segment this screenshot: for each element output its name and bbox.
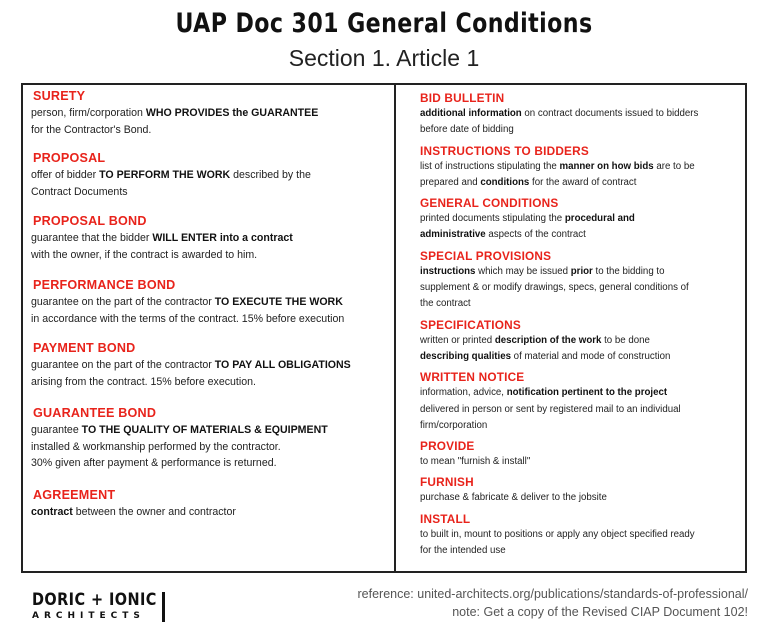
definition-emphasis: description of the work [494, 334, 602, 346]
definition-text: guarantee [31, 424, 82, 436]
definition-line [420, 543, 745, 559]
footer-reference [358, 585, 749, 621]
definition-emphasis: prior [570, 265, 593, 277]
term-specifications [420, 317, 745, 366]
definition-line [31, 374, 391, 391]
definition-emphasis: TO PAY ALL OBLIGATIONS [214, 359, 351, 371]
definition-text: list of instructions stipulating the [420, 160, 560, 172]
definition-text: of material and mode of construction [510, 350, 671, 362]
term-heading: SPECIAL PROVISIONS [420, 248, 552, 263]
definition-text: purchase & fabricate & deliver to the jobsite [420, 492, 607, 504]
definition-line [31, 455, 391, 472]
definition-line [420, 175, 745, 191]
definition-text: installed & workmanship performed by the contractor. [31, 440, 281, 453]
definition-emphasis: administrative [420, 229, 486, 241]
definition-line [420, 418, 745, 434]
column-divider [394, 83, 396, 573]
definition-text: in accordance with the terms of the contract. 15% before execution [31, 312, 345, 325]
term-heading: INSTALL [420, 511, 471, 526]
definition-line [31, 184, 391, 201]
definition-text: 30% given after payment & performance is returned. [31, 457, 277, 469]
definition-emphasis: describing qualities [420, 350, 511, 362]
definition-text: prepared and [420, 176, 481, 188]
term-written-notice [420, 369, 745, 434]
definition-text: before date of bidding [420, 124, 514, 136]
term-heading: AGREEMENT [33, 487, 116, 502]
definition-emphasis: TO PERFORM THE WORK [99, 169, 231, 181]
definition-line [31, 105, 391, 122]
definition-text: offer of bidder [31, 169, 100, 181]
definition-line [420, 402, 745, 418]
definition-line [31, 230, 391, 247]
definition-text: printed documents stipulating the [420, 213, 565, 225]
definition-text: the contract [420, 298, 471, 310]
definition-text: written or printed [420, 334, 495, 346]
definition-text: information, advice, [420, 387, 507, 399]
definition-text: to the bidding to [592, 265, 665, 277]
logo-bar [162, 592, 165, 622]
term-proposal [31, 150, 391, 200]
definition-text: between the owner and contractor [72, 505, 236, 518]
term-heading: PROPOSAL BOND [33, 214, 147, 228]
term-general-conditions [420, 195, 745, 244]
term-performance-bond [31, 277, 391, 327]
definition-text: with the owner, if the contract is awarded to him. [31, 248, 258, 261]
term-heading: WRITTEN NOTICE [420, 370, 525, 385]
definition-line [420, 280, 745, 296]
definition-emphasis: additional information [420, 108, 522, 119]
definition-emphasis: TO EXECUTE THE WORK [214, 296, 343, 308]
logo-subtitle: ARCHITECTS [32, 611, 145, 621]
definition-text: to mean "furnish & install" [420, 456, 531, 468]
term-heading: BID BULLETIN [420, 91, 505, 105]
definition-emphasis: conditions [480, 176, 530, 188]
definition-line [420, 106, 745, 122]
definition-line [420, 227, 745, 243]
term-agreement [31, 487, 391, 521]
definition-text: described by the [230, 169, 311, 181]
page-title: UAP Doc 301 General Conditions [175, 8, 593, 39]
footer-note: note: Get a copy of the Revised CIAP Document 102! [452, 605, 748, 619]
left-column [31, 88, 391, 520]
definition-line [420, 527, 745, 543]
definition-text: aspects of the contract [485, 229, 586, 241]
definition-text: arising from the contract. 15% before execution. [31, 375, 256, 388]
term-proposal-bond [31, 213, 391, 263]
term-heading: GUARANTEE BOND [33, 406, 157, 420]
reference-link[interactable]: reference: united-architects.org/publications/standards-of-professional/ [357, 587, 748, 601]
definition-text: on contract documents issued to bidders [521, 108, 699, 119]
definition-emphasis: manner on how bids [559, 160, 654, 172]
definition-line [31, 357, 391, 374]
definition-text: are to be [653, 160, 695, 172]
definition-line [420, 385, 745, 401]
page-subtitle: Section 1. Article 1 [288, 45, 480, 71]
term-payment-bond [31, 340, 391, 390]
definition-emphasis: instructions [420, 265, 476, 277]
term-surety [31, 88, 391, 138]
definition-line [420, 333, 745, 349]
definition-text: guarantee on the part of the contractor [31, 296, 215, 308]
definition-line [31, 122, 391, 139]
definition-line [31, 311, 391, 328]
right-column [420, 90, 745, 559]
definition-emphasis: notification pertinent to the project [506, 387, 668, 399]
definition-text: for the award of contract [529, 176, 637, 188]
definition-line [31, 439, 391, 456]
definition-line [420, 211, 745, 227]
definition-text: to be done [601, 334, 650, 346]
definition-line [31, 167, 391, 184]
definition-line [420, 159, 745, 175]
term-instructions-to-bidders [420, 143, 745, 192]
definition-text: for the intended use [420, 545, 506, 557]
definition-line [420, 264, 745, 280]
term-heading: PERFORMANCE BOND [33, 278, 176, 292]
definition-emphasis: contract [31, 505, 73, 518]
term-heading: PROPOSAL [33, 151, 106, 165]
definition-emphasis: WHO PROVIDES the GUARANTEE [145, 107, 319, 119]
definition-line [420, 296, 745, 312]
term-heading: PROVIDE [420, 439, 475, 454]
term-provide [420, 438, 745, 470]
term-guarantee-bond [31, 405, 391, 472]
term-heading: SURETY [33, 89, 86, 103]
definition-emphasis: procedural and [564, 213, 635, 225]
definition-text: person, firm/corporation [31, 107, 146, 119]
brand-logo [32, 590, 172, 634]
definition-text: Contract Documents [31, 185, 128, 198]
definition-text: supplement & or modify drawings, specs, general conditions of [420, 282, 689, 294]
definition-line [420, 454, 745, 470]
logo-name: DORIC + IONIC [32, 590, 157, 610]
definition-text: which may be issued [475, 265, 571, 277]
term-install [420, 511, 745, 560]
term-heading: GENERAL CONDITIONS [420, 196, 559, 211]
term-heading: INSTRUCTIONS TO BIDDERS [420, 143, 589, 158]
definition-text: delivered in person or sent by registered mail to an individual [420, 403, 681, 415]
term-heading: PAYMENT BOND [33, 341, 136, 355]
term-special-provisions [420, 248, 745, 313]
term-bid-bulletin [420, 90, 745, 139]
definition-line [420, 349, 745, 365]
term-heading: SPECIFICATIONS [420, 317, 521, 332]
definition-text: guarantee on the part of the contractor [31, 359, 215, 371]
definition-line [420, 490, 745, 506]
definition-line [420, 122, 745, 138]
term-heading: FURNISH [420, 475, 474, 490]
definition-text: for the Contractor's Bond. [31, 123, 152, 136]
term-furnish [420, 474, 745, 506]
definition-line [31, 422, 391, 439]
definition-text: guarantee that the bidder [31, 232, 153, 244]
definition-emphasis: TO THE QUALITY OF MATERIALS & EQUIPMENT [81, 424, 328, 436]
definition-text: to built in, mount to positions or apply any object specified ready [420, 528, 695, 540]
definition-line [31, 504, 391, 521]
definition-line [31, 247, 391, 264]
definition-line [31, 294, 391, 311]
definition-text: firm/corporation [420, 419, 488, 431]
definition-emphasis: WILL ENTER into a contract [152, 232, 293, 244]
